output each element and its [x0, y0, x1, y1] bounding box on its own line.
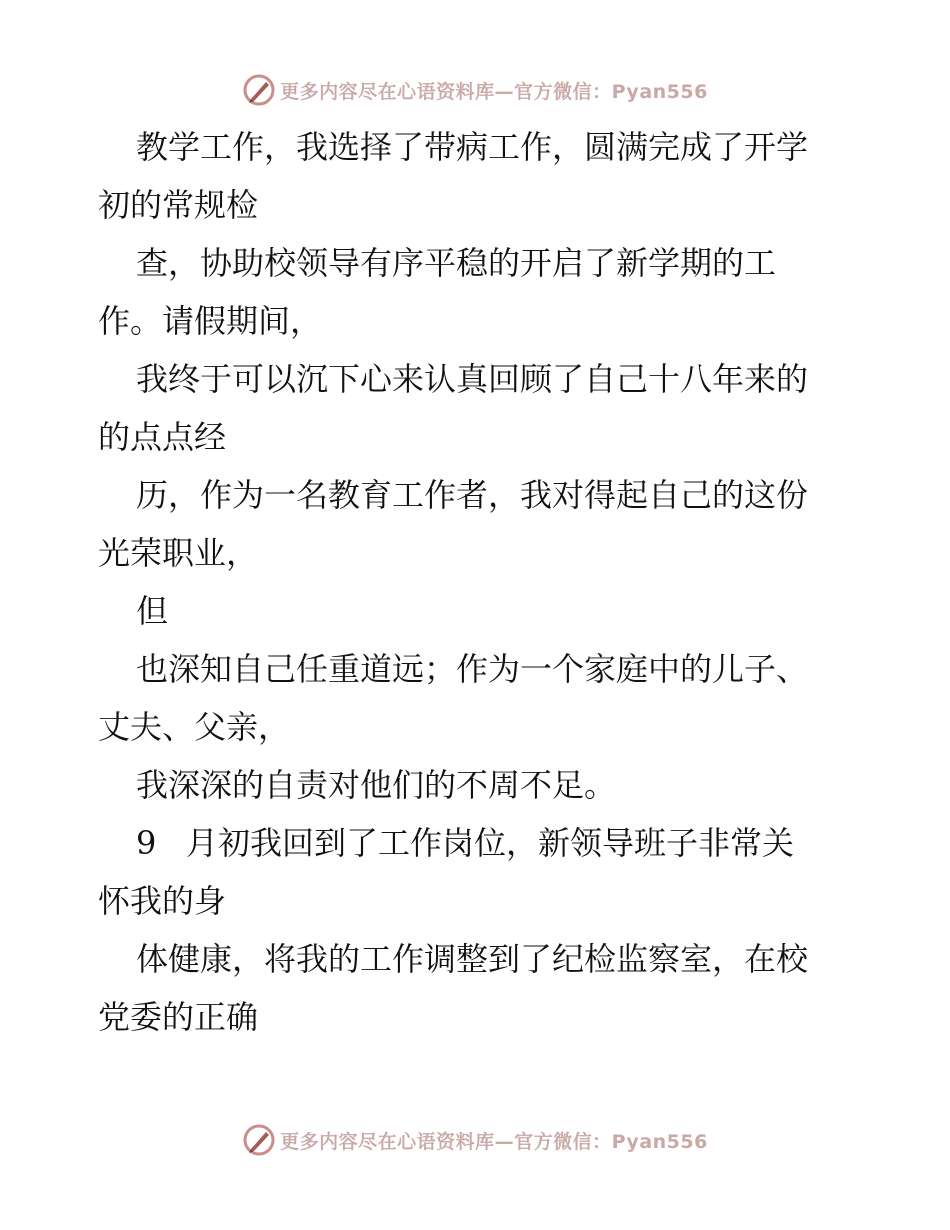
pen-seal-logo-icon — [242, 73, 276, 107]
line-text: 历，作为一名教育工作者，我对得起自己的这份 — [136, 476, 809, 514]
paragraph-line — [98, 176, 858, 234]
footer-banner — [0, 1120, 950, 1160]
line-text: 我深深的自责对他们的不周不足。 — [136, 766, 617, 804]
banner-text: 更多内容尽在心语资料库—官方微信：Pyan556 — [280, 1130, 708, 1153]
line-text: 也深知自己任重道远；作为一个家庭中的儿子、 — [136, 650, 809, 688]
paragraph-line — [98, 350, 858, 408]
header-banner — [0, 70, 950, 110]
line-text: 的点点经 — [98, 418, 227, 456]
paragraph-line — [98, 582, 858, 640]
line-text: 党委的正确 — [98, 998, 259, 1036]
line-text: 初的常规检 — [98, 186, 259, 224]
paragraph-line — [98, 466, 858, 524]
paragraph-line — [98, 988, 858, 1046]
paragraph-line — [98, 698, 858, 756]
line-text: 我终于可以沉下心来认真回顾了自己十八年来的 — [136, 360, 809, 398]
document-body — [98, 118, 858, 1046]
line-text: 作。请假期间， — [98, 302, 323, 340]
line-text: 丈夫、父亲， — [98, 708, 291, 746]
line-text: 体健康，将我的工作调整到了纪检监察室，在校 — [136, 940, 809, 978]
paragraph-line — [98, 930, 858, 988]
line-text: 教学工作，我选择了带病工作，圆满完成了开学 — [136, 128, 809, 166]
paragraph-line — [98, 814, 858, 872]
pen-seal-logo-icon — [242, 1123, 276, 1157]
paragraph-line — [98, 118, 858, 176]
paragraph-line — [98, 524, 858, 582]
line-text: 查，协助校领导有序平稳的开启了新学期的工 — [136, 244, 777, 282]
month-number: 9 — [136, 824, 157, 862]
line-text: 光荣职业， — [98, 534, 259, 572]
line-text: 月初我回到了工作岗位，新领导班子非常关 — [186, 824, 795, 862]
paragraph-line — [98, 292, 858, 350]
line-text: 怀我的身 — [98, 882, 227, 920]
paragraph-line — [98, 756, 858, 814]
line-text: 但 — [136, 592, 169, 630]
paragraph-line — [98, 234, 858, 292]
paragraph-line — [98, 640, 858, 698]
banner-text: 更多内容尽在心语资料库—官方微信：Pyan556 — [280, 80, 708, 103]
paragraph-line — [98, 408, 858, 466]
paragraph-line — [98, 872, 858, 930]
